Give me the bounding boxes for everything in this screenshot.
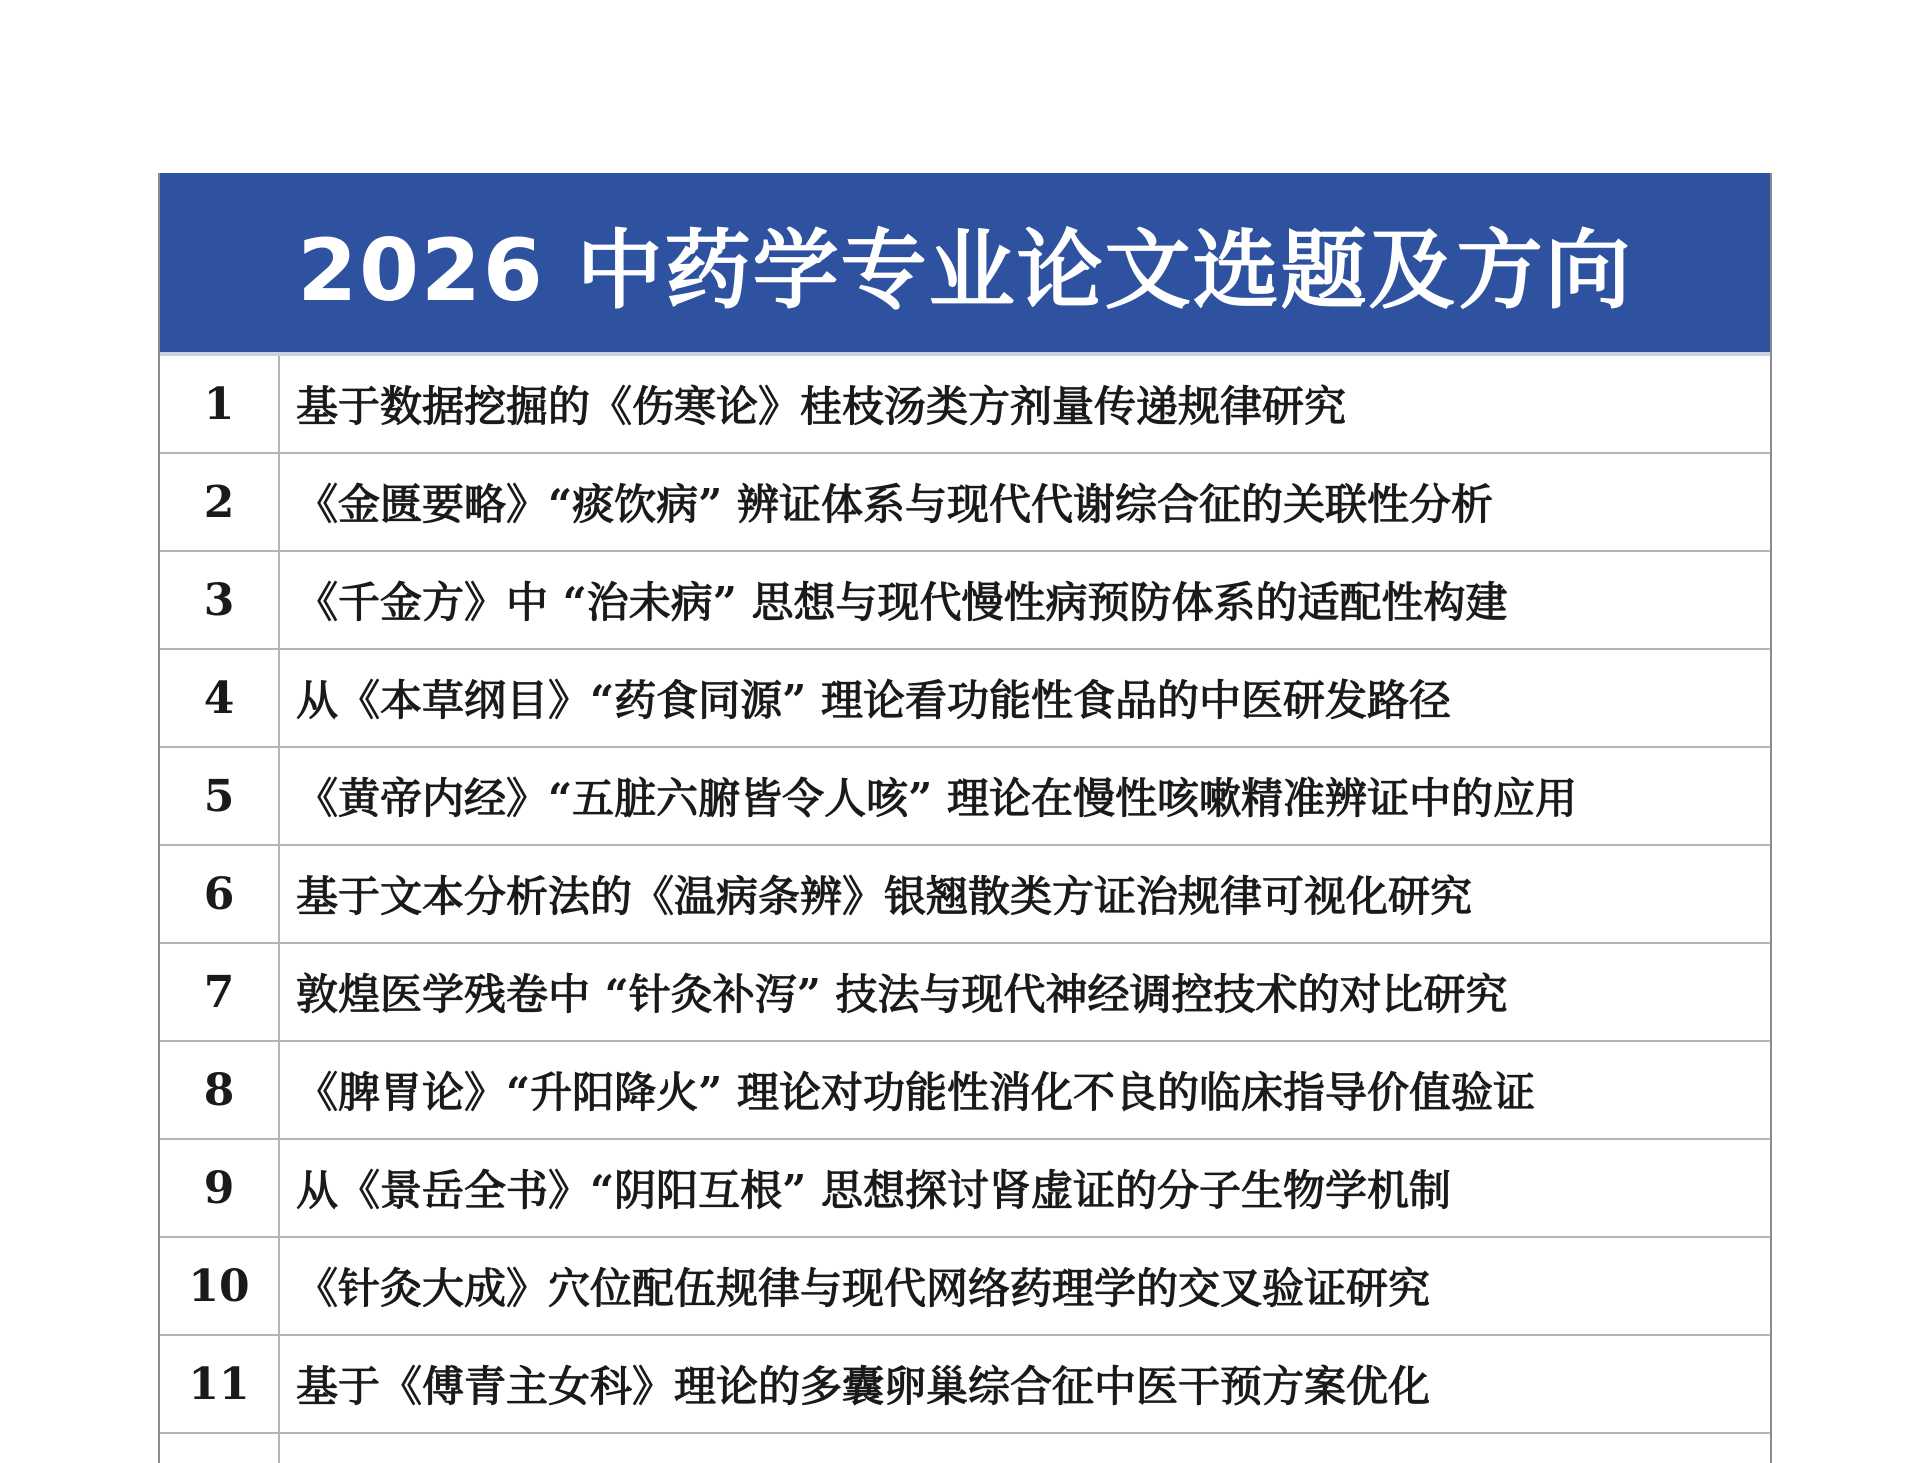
row-topic: 基于《傅青主女科》理论的多囊卵巢综合征中医干预方案优化	[296, 1362, 1431, 1411]
table-row	[160, 1140, 1770, 1238]
row-topic: 从《本草纲目》“药食同源” 理论看功能性食品的中医研发路径	[296, 676, 1451, 725]
table-row	[160, 454, 1770, 552]
row-topic	[280, 1434, 1770, 1463]
row-topic: 基于文本分析法的《温病条辨》银翘散类方证治规律可视化研究	[296, 872, 1473, 921]
row-number: 7	[160, 944, 280, 1040]
table-row	[160, 1434, 1770, 1463]
table-row	[160, 748, 1770, 846]
row-topic: 《针灸大成》穴位配伍规律与现代网络药理学的交叉验证研究	[296, 1264, 1431, 1313]
row-topic: 《千金方》中 “治未病” 思想与现代慢性病预防体系的适配性构建	[296, 578, 1508, 627]
row-topic: 基于数据挖掘的《伤寒论》桂枝汤类方剂量传递规律研究	[296, 382, 1347, 431]
row-topic: 敦煌医学残卷中 “针灸补泻” 技法与现代神经调控技术的对比研究	[296, 970, 1508, 1019]
row-topic: 《黄帝内经》“五脏六腑皆令人咳” 理论在慢性咳嗽精准辨证中的应用	[296, 774, 1577, 823]
table-row	[160, 356, 1770, 454]
row-number: 5	[160, 748, 280, 844]
table-row	[160, 552, 1770, 650]
title-bar	[160, 173, 1770, 356]
topic-list	[160, 356, 1770, 1463]
table-row	[160, 944, 1770, 1042]
row-number: 3	[160, 552, 280, 648]
row-number: 2	[160, 454, 280, 550]
row-number: 11	[160, 1336, 280, 1432]
row-number: 4	[160, 650, 280, 746]
row-number	[160, 1434, 280, 1463]
row-number: 10	[160, 1238, 280, 1334]
row-topic: 《金匮要略》“痰饮病” 辨证体系与现代代谢综合征的关联性分析	[296, 480, 1493, 529]
row-topic: 从《景岳全书》“阴阳互根” 思想探讨肾虚证的分子生物学机制	[296, 1166, 1451, 1215]
table-row	[160, 1238, 1770, 1336]
table-row	[160, 650, 1770, 748]
row-number: 1	[160, 356, 280, 452]
row-number: 6	[160, 846, 280, 942]
table-row	[160, 846, 1770, 944]
table-row	[160, 1042, 1770, 1140]
page-title: 2026 中药学专业论文选题及方向	[297, 220, 1633, 321]
row-number: 9	[160, 1140, 280, 1236]
row-topic: 《脾胃论》“升阳降火” 理论对功能性消化不良的临床指导价值验证	[296, 1068, 1535, 1117]
table-row	[160, 1336, 1770, 1434]
row-number: 8	[160, 1042, 280, 1138]
topic-table	[158, 173, 1772, 1463]
